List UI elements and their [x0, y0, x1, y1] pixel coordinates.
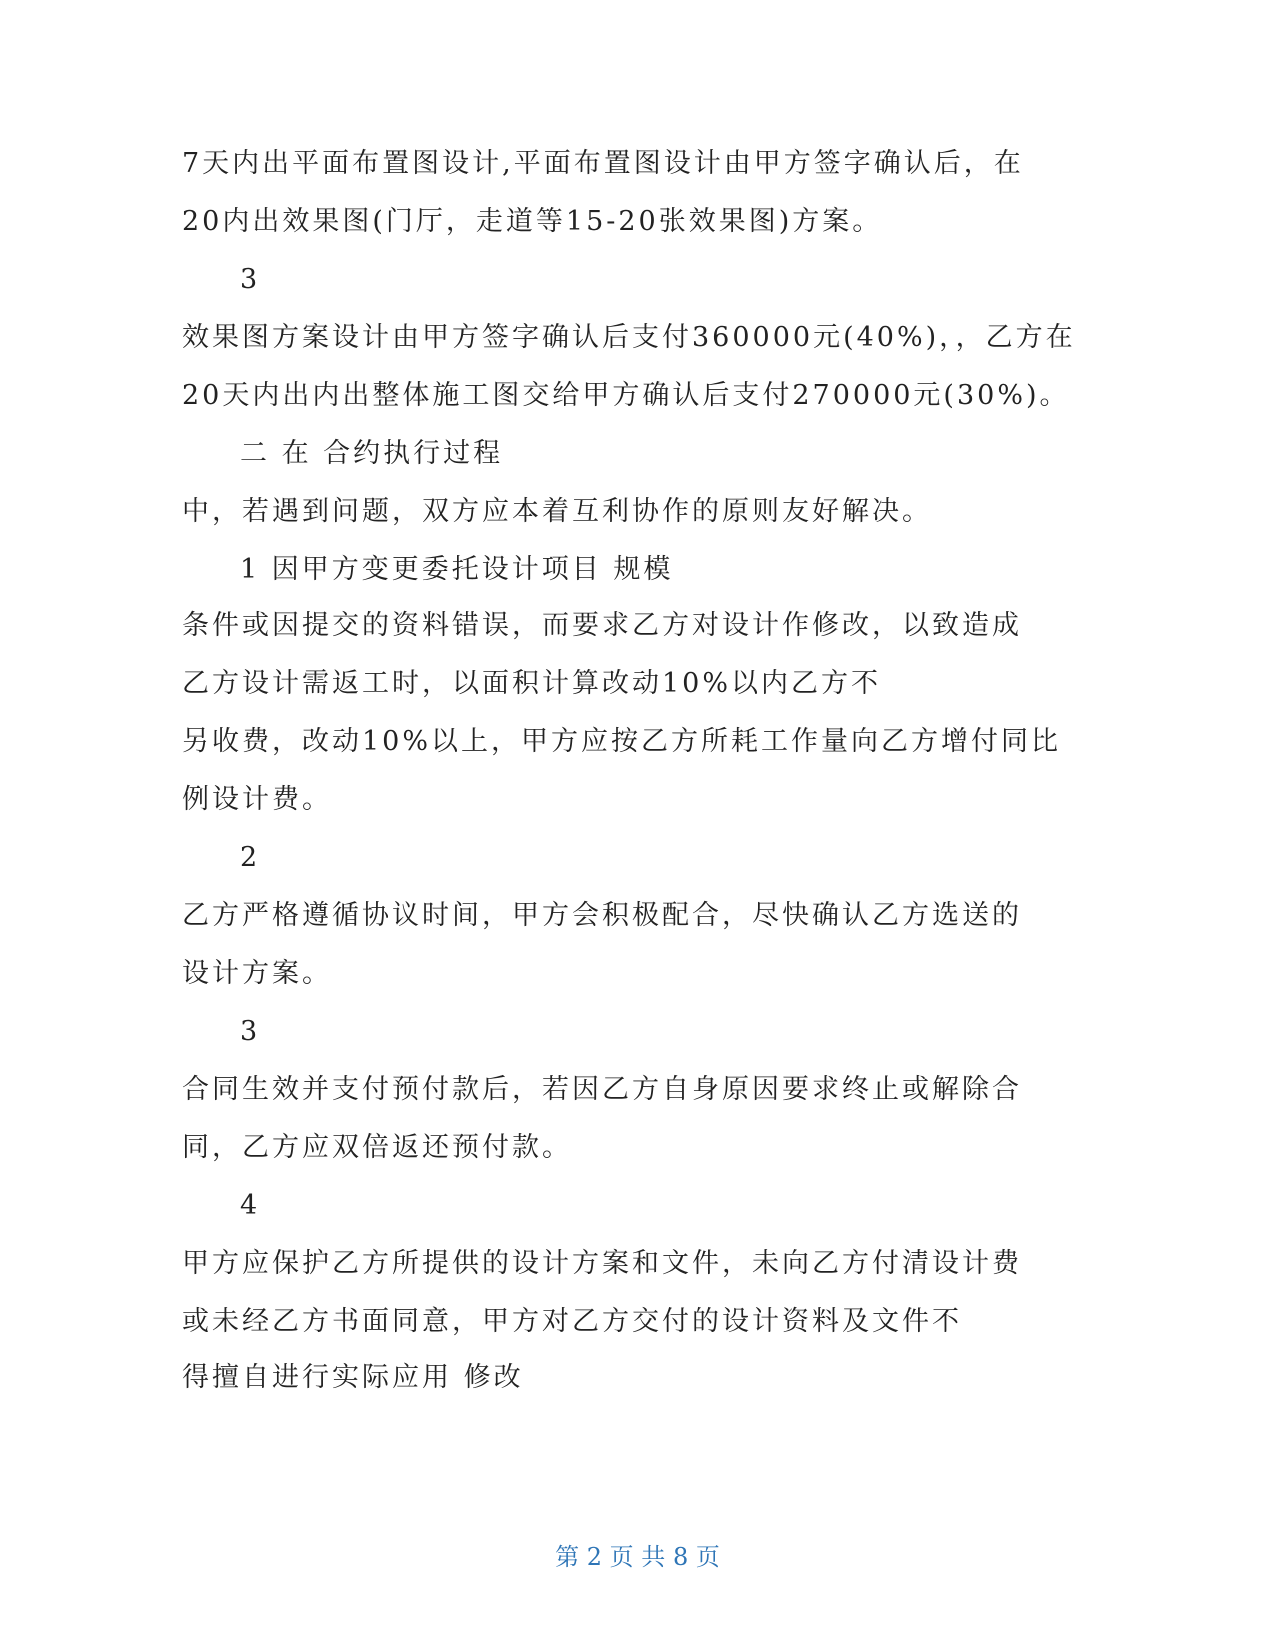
- text-line: 7天内出平面布置图设计,平面布置图设计由甲方签字确认后，在: [182, 148, 1024, 179]
- text-line: 中，若遇到问题，双方应本着互利协作的原则友好解决。: [182, 496, 932, 527]
- item-heading: 1 因甲方变更委托设计项目 规模: [240, 554, 674, 585]
- text-line: 甲方应保护乙方所提供的设计方案和文件，未向乙方付清设计费: [182, 1248, 1022, 1279]
- text-line: 乙方设计需返工时，以面积计算改动10%以内乙方不: [182, 668, 882, 699]
- section-heading: 二 在 合约执行过程: [240, 438, 504, 469]
- text-line: 合同生效并支付预付款后，若因乙方自身原因要求终止或解除合: [182, 1074, 1022, 1105]
- text-line: 乙方严格遵循协议时间，甲方会积极配合，尽快确认乙方选送的: [182, 900, 1022, 931]
- text-line: 20天内出内出整体施工图交给甲方确认后支付270000元(30%)。: [182, 380, 1070, 411]
- text-line: 或未经乙方书面同意，甲方对乙方交付的设计资料及文件不: [182, 1306, 962, 1337]
- page-number-footer: 第 2 页 共 8 页: [555, 1543, 720, 1571]
- text-line: 例设计费。: [182, 784, 332, 815]
- item-number: 2: [240, 842, 261, 873]
- text-line: 另收费，改动10%以上，甲方应按乙方所耗工作量向乙方增付同比: [182, 726, 1062, 757]
- item-number: 3: [240, 1016, 261, 1047]
- text-line: 20内出效果图(门厅，走道等15-20张效果图)方案。: [182, 206, 883, 237]
- item-number: 4: [240, 1190, 261, 1221]
- item-number: 3: [240, 264, 261, 295]
- text-line: 条件或因提交的资料错误，而要求乙方对设计作修改，以致造成: [182, 610, 1022, 641]
- text-line: 效果图方案设计由甲方签字确认后支付360000元(40%)，，乙方在: [182, 322, 1076, 353]
- text-line: 同，乙方应双倍返还预付款。: [182, 1132, 572, 1163]
- text-line: 得擅自进行实际应用 修改: [182, 1362, 524, 1393]
- text-line: 设计方案。: [182, 958, 332, 989]
